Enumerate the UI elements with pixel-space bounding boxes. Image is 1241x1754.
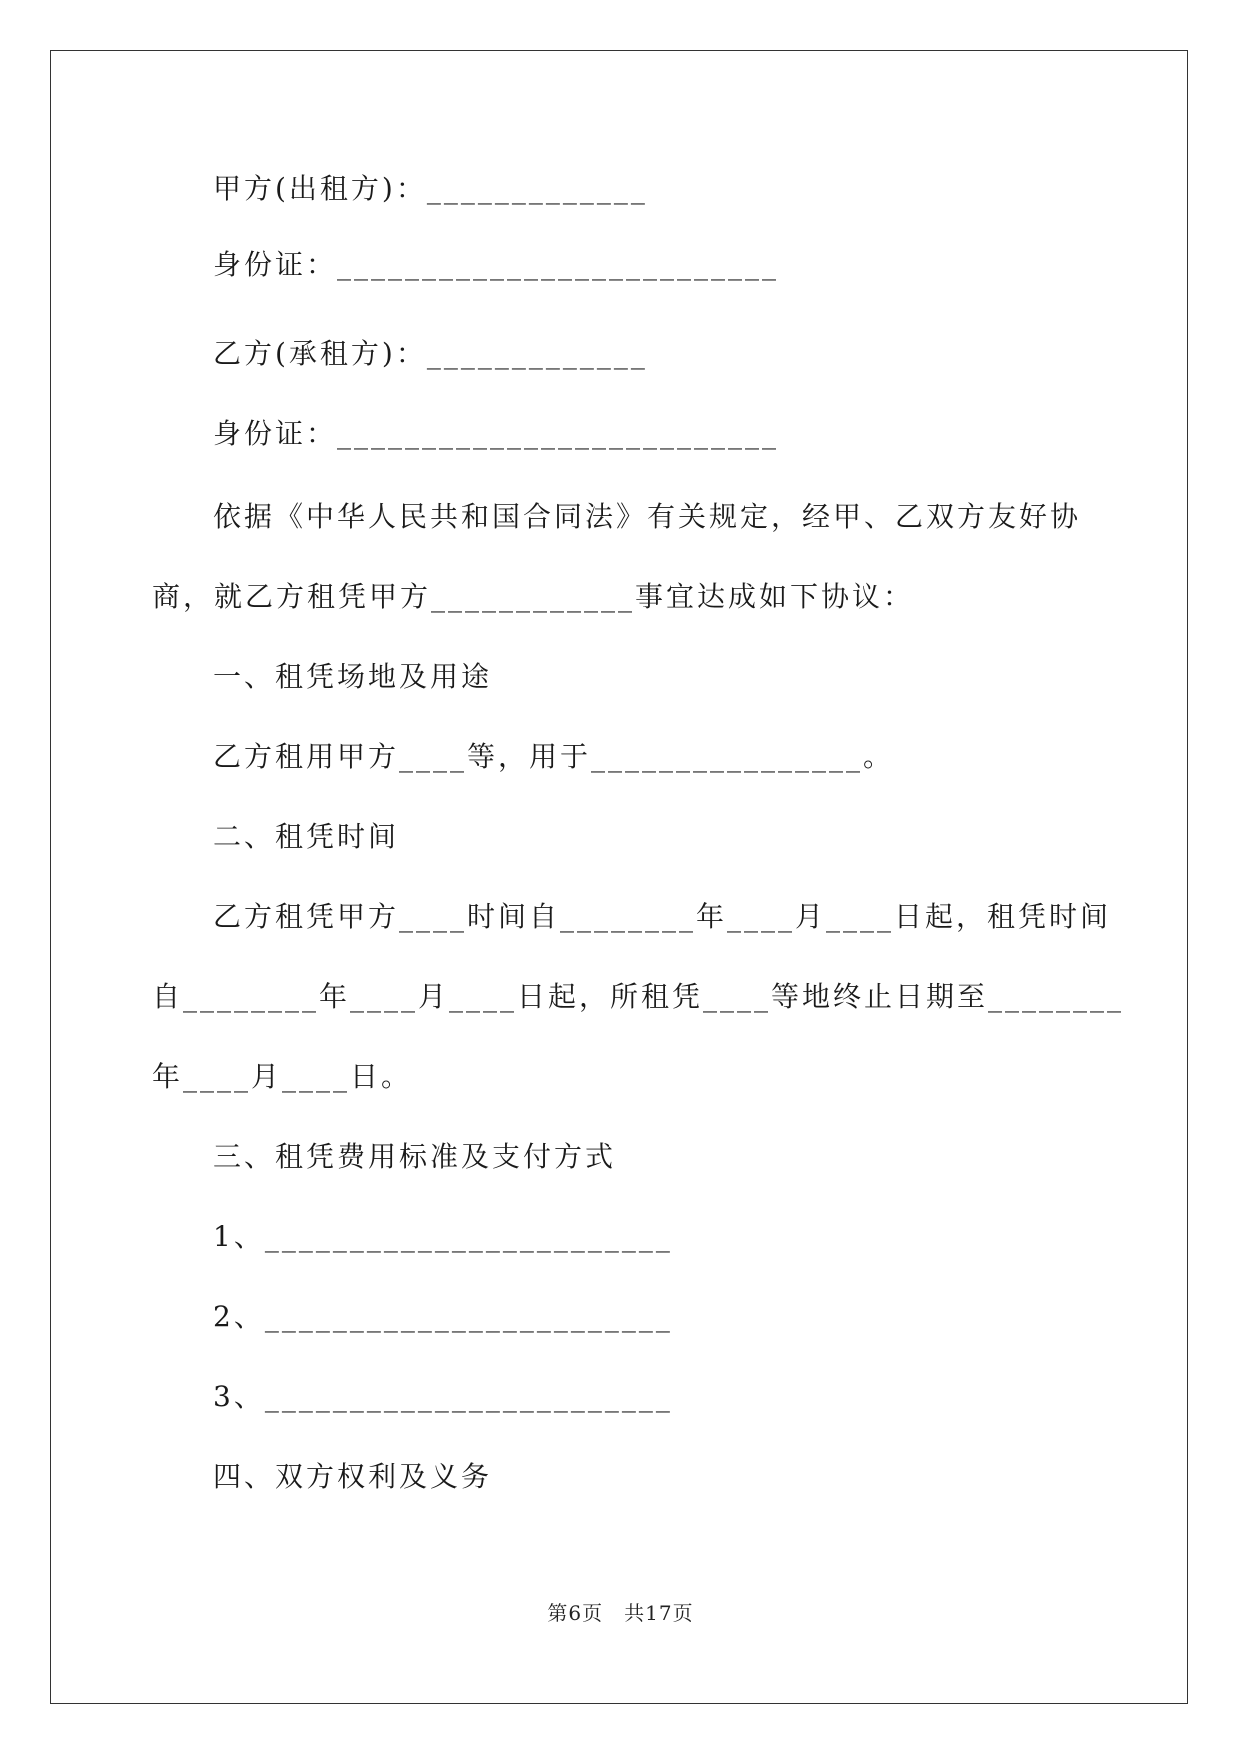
section-1-text: 乙方租用甲方____等，用于________________。 bbox=[213, 740, 895, 773]
payment-item-1: 1、________________________ bbox=[213, 1220, 673, 1253]
lessor-field: 甲方(出租方)：_____________ bbox=[213, 172, 648, 205]
section-2-line-1: 乙方租凭甲方____时间自________年____月____日起，租凭时间 bbox=[213, 900, 1112, 933]
payment-item-3: 3、________________________ bbox=[213, 1380, 673, 1413]
section-heading-2: 二、租凭时间 bbox=[213, 820, 400, 853]
page-border bbox=[50, 50, 1188, 1704]
section-heading-3: 三、租凭费用标准及支付方式 bbox=[213, 1140, 617, 1173]
preamble-line-2: 商，就乙方租凭甲方____________事宜达成如下协议： bbox=[152, 580, 915, 613]
preamble-line-1: 依据《中华人民共和国合同法》有关规定，经甲、乙双方友好协 bbox=[213, 500, 1082, 533]
section-heading-1: 一、租凭场地及用途 bbox=[213, 660, 493, 693]
lessee-id-field: 身份证：__________________________ bbox=[213, 417, 780, 450]
lessor-id-field: 身份证：__________________________ bbox=[213, 248, 780, 281]
page-number: 第6页 共17页 bbox=[547, 1601, 694, 1625]
section-2-line-2: 自________年____月____日起，所租凭____等地终止日期至________ bbox=[152, 980, 1125, 1013]
payment-item-2: 2、________________________ bbox=[213, 1300, 673, 1333]
section-2-line-3: 年____月____日。 bbox=[152, 1060, 413, 1093]
lessee-field: 乙方(承租方)：_____________ bbox=[213, 337, 648, 370]
section-heading-4: 四、双方权利及义务 bbox=[213, 1460, 493, 1493]
